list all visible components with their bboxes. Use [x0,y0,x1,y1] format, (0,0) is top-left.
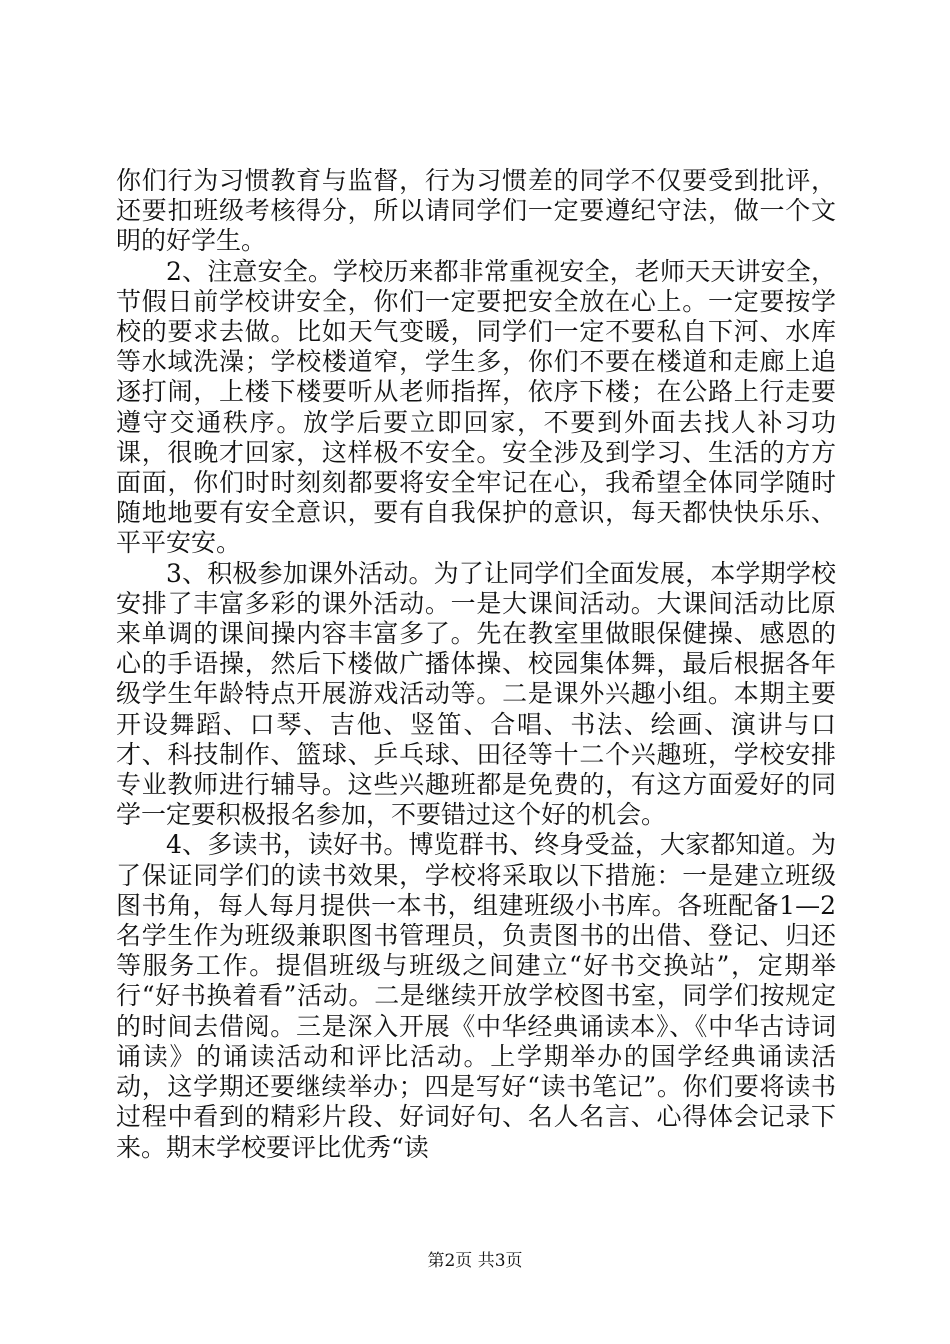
paragraph-safety: 2、注意安全。学校历来都非常重视安全，老师天天讲安全，节假日前学校讲安全，你们一定要把安全放在心上。一定要按学校的要求去做。比如天气变暖，同学们一定不要私自下河、水库等水域洗澡；学校楼道窄，学生多，你们不要在楼道和走廊上追逐打闹，上楼下楼要听从老师指挥，依序下楼；在公路上行走要遵守交通秩序。放学后要立即回家，不要到外面去找人补习功课，很晚才回家，这样极不安全。安全涉及到学习、生活的方方面面，你们时时刻刻都要将安全牢记在心，我希望全体同学随时随地地要有安全意识，要有自我保护的意识，每天都快快乐乐、平平安安。 [116,256,836,558]
paragraph-reading: 4、多读书，读好书。博览群书、终身受益，大家都知道。为了保证同学们的读书效果，学校将采取以下措施：一是建立班级图书角，每人每月提供一本书，组建班级小书库。各班配备1—2名学生作为班级兼职图书管理员，负责图书的出借、登记、归还等服务工作。提倡班级与班级之间建立“好书交换站”，定期举行“好书换着看”活动。二是继续开放学校图书室，同学们按规定的时间去借阅。三是深入开展《中华经典诵读本》、《中华古诗词诵读》的诵读活动和评比活动。上学期举办的国学经典诵读活动，这学期还要继续举办；四是写好“读书笔记”。你们要将读书过程中看到的精彩片段、好词好句、名人名言、心得体会记录下来。期末学校要评比优秀“读 [116,830,836,1162]
page-footer: 第2页 共3页 [427,1251,523,1271]
paragraph-activities: 3、积极参加课外活动。为了让同学们全面发展，本学期学校安排了丰富多彩的课外活动。一是大课间活动。大课间活动比原来单调的课间操内容丰富多了。先在教室里做眼保健操、感恩的心的手语操，然后下楼做广播体操、校园集体舞，最后根据各年级学生年龄特点开展游戏活动等。二是课外兴趣小组。本期主要开设舞蹈、口琴、吉他、竖笛、合唱、书法、绘画、演讲与口才、科技制作、篮球、乒乓球、田径等十二个兴趣班，学校安排专业教师进行辅导。这些兴趣班都是免费的，有这方面爱好的同学一定要积极报名参加，不要错过这个好的机会。 [116,558,836,830]
paragraph-continuation: 你们行为习惯教育与监督，行为习惯差的同学不仅要受到批评，还要扣班级考核得分，所以请同学们一定要遵纪守法，做一个文明的好学生。 [116,166,836,256]
document-body [116,166,836,1163]
